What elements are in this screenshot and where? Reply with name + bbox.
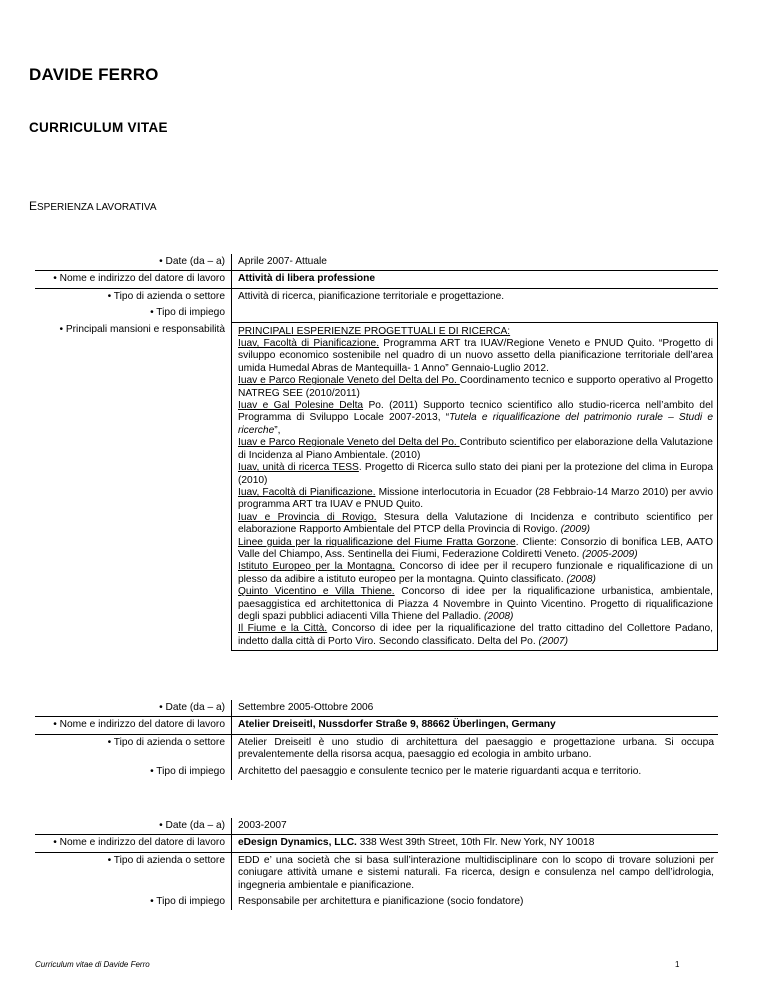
job1-employer-row [35,270,718,287]
duty-item-title: Iuav, Facoltà di Pianificazione. [238,486,376,498]
job1-duties-row [35,322,718,652]
duty-item [238,338,713,375]
duty-item-text: . Cliente: Consorzio di bonifica LEB, AATO Valle del Chiampo, Ass. Sentinella dei Fiumi, Federazione Coldiretti Veneto. [238,536,713,560]
duty-item [238,375,713,400]
duty-item-text: Contributo scientifico per elaborazione della Valutazione di Incidenza al Piano Ambientale. (2010) [238,437,713,461]
duty-item-title: Iuav e Gal Polesine Delta [238,400,364,412]
date-label: • Date (da – a) [35,818,232,834]
page-number: 1 [675,960,680,969]
job-entry-3 [35,818,718,910]
job3-job-row [35,894,718,910]
footer-caption: Curriculum vitae di Davide Ferro [35,960,150,969]
duty-item-title: Iuav, unità di ricerca TESS [238,462,359,474]
job1-duties [232,322,718,652]
duty-item-text: Concorso di idee per la riqualificazione del tratto cittadino del Collettore Padano, indetto dalla città di Porto Viro. Secondo classificato. Delta del Po. [238,623,714,647]
person-name: DAVIDE FERRO [29,65,159,84]
duty-item-text: Missione interlocutoria in Ecuador (28 Febbraio-14 Marzo 2010) per avvio programma ART tra IUAV e PNUD Quito. [238,486,713,511]
duty-item-title: Iuav e Parco Regionale Veneto del Delta del Po. [238,437,460,449]
job3-employer-name: eDesign Dynamics, LLC. [238,837,357,849]
job-entry-2 [35,700,718,780]
duty-item-note: (2008) [483,610,514,622]
job-label: • Tipo di impiego [35,764,232,780]
job2-job-row [35,764,718,780]
duty-item-note: Tutela e riqualificazione del patrimonio rurale – Studi e ricerche [238,412,713,436]
job2-job: Architetto del paesaggio e consulente tecnico per le materie riguardanti acqua e territorio. [238,765,642,777]
cv-title: CURRICULUM VITAE [29,120,168,135]
employer-label: • Nome e indirizzo del datore di lavoro [35,270,232,287]
job2-sector-row [35,734,718,764]
duties-label: • Principali mansioni e responsabilità [35,322,232,652]
job-entry-1 [35,254,718,651]
job1-date: Aprile 2007- Attuale [238,256,327,267]
duty-item [238,623,713,648]
job1-employer: Attività di libera professione [232,270,718,287]
duty-item-text: Concorso di idee per la riqualificazione urbanistica, ambientale, paesaggistica ed architettonica di Piazza 4 Novembre in Quinto Vicentino. Progetto di riqualificazione degli spazi pubblici adiacenti Villa Thiene del Palladio. [238,586,714,622]
job2-date: Settembre 2005-Ottobre 2006 [238,702,374,713]
duty-item-text-end: ”, [274,424,281,436]
duties-list [238,338,713,648]
duty-item-title: Quinto Vicentino e Villa Thiene. [238,586,395,598]
job3-job: Responsabile per architettura e pianificazione (socio fondatore) [238,896,524,908]
section-heading [29,199,157,213]
job1-job-row [35,305,718,321]
job1-sector-row [35,288,718,305]
duty-item-title: Iuav, Facoltà di Pianificazione. [238,338,380,350]
duty-item-title: Il Fiume e la Città. [238,623,328,635]
job-label: • Tipo di impiego [35,894,232,910]
sector-label: • Tipo di azienda o settore [35,288,232,305]
duty-item-note: (2007) [538,635,568,647]
section-initial: E [29,199,38,213]
sector-label: • Tipo di azienda o settore [35,734,232,764]
duties-heading: PRINCIPALI ESPERIENZE PROGETTUALI E DI RICERCA: [238,325,511,337]
duty-item [238,462,713,487]
date-label: • Date (da – a) [35,254,232,270]
job3-employer-row [35,834,718,851]
duty-item-text: Po. (2011) Supporto tecnico scientifico allo studio-ricerca nell’ambito del Programma di Sviluppo Locale 2007-2013, “ [238,400,713,424]
duty-item-text: Programma ART tra IUAV/Regione Veneto e PNUD Quito. “Progetto di sviluppo economico sostenibile nel quadro di un nuovo assetto della pianificazione territoriale dell’area umida Humedal Abras de Mantequilla- 1 Anno” Gennaio-Luglio 2012. [238,338,713,374]
duty-item-title: Istituto Europeo per la Montagna. [238,561,396,573]
job2-date-row [35,700,718,716]
duty-item-text: . Progetto di Ricerca sullo stato dei piani per la protezione del clima in Europa (2010) [238,462,713,486]
job2-employer: Atelier Dreiseitl, Nussdorfer Straße 9, 88662 Überlingen, Germany [232,716,718,733]
duty-item [238,586,713,623]
job2-employer-row [35,716,718,733]
duty-item [238,437,713,462]
job3-sector: EDD e’ una società che si basa sull’interazione multidisciplinare con lo scopo di trovare soluzioni per coniugare attività umane e sistemi naturali. Fa ricerca, design e consulenza nel campo dell’idrologia, ingegneria ambientale e pianificazione. [232,852,718,894]
duty-item-text: Concorso di idee per il recupero funzionale e riqualificazione di un plesso da adibire a istituto europeo per la montagna. Quinto classificato. [238,561,713,585]
job3-date: 2003-2007 [238,820,287,831]
duty-item-text: Stesura della Valutazione di Incidenza e contributo scientifico per elaborazione Rapporto Ambientale del PTCP della Provincia di Rovigo. [238,511,713,536]
sector-label: • Tipo di azienda o settore [35,852,232,894]
job2-sector: Atelier Dreiseitl è uno studio di architettura del paesaggio e progettazione urbana. Si occupa prevalentemente della risorsa acqua, paesaggio ed ecologia in ambito urbano. [232,734,718,764]
duty-item-note: (2005-2009) [582,548,638,560]
job-label: • Tipo di impiego [35,305,232,321]
duty-item [238,487,713,512]
duty-item [238,537,713,562]
job3-employer [232,834,718,851]
employer-label: • Nome e indirizzo del datore di lavoro [35,834,232,851]
duty-item-title: Linee guida per la riqualificazione del Fiume Fratta Gorzone [238,536,516,548]
job1-date-row [35,254,718,270]
duty-item [238,400,713,437]
job1-job [232,305,718,321]
duty-item [238,512,713,537]
duty-item-text: Coordinamento tecnico e supporto operativo al Progetto NATREG SEE (2010/2011) [238,375,713,399]
duty-item [238,561,713,586]
duty-item-title: Iuav e Parco Regionale Veneto del Delta del Po. [238,375,460,387]
duty-item-title: Iuav e Provincia di Rovigo. [238,511,377,523]
job3-date-row [35,818,718,834]
job1-sector: Attività di ricerca, pianificazione territoriale e progettazione. [232,288,718,305]
job3-sector-row [35,852,718,894]
duty-item-note: (2008) [566,573,596,585]
job3-employer-address: 338 West 39th Street, 10th Flr. New York, NY 10018 [356,837,595,849]
section-heading-rest: SPERIENZA LAVORATIVA [37,202,157,213]
employer-label: • Nome e indirizzo del datore di lavoro [35,716,232,733]
duty-item-note: (2009) [560,524,591,536]
date-label: • Date (da – a) [35,700,232,716]
